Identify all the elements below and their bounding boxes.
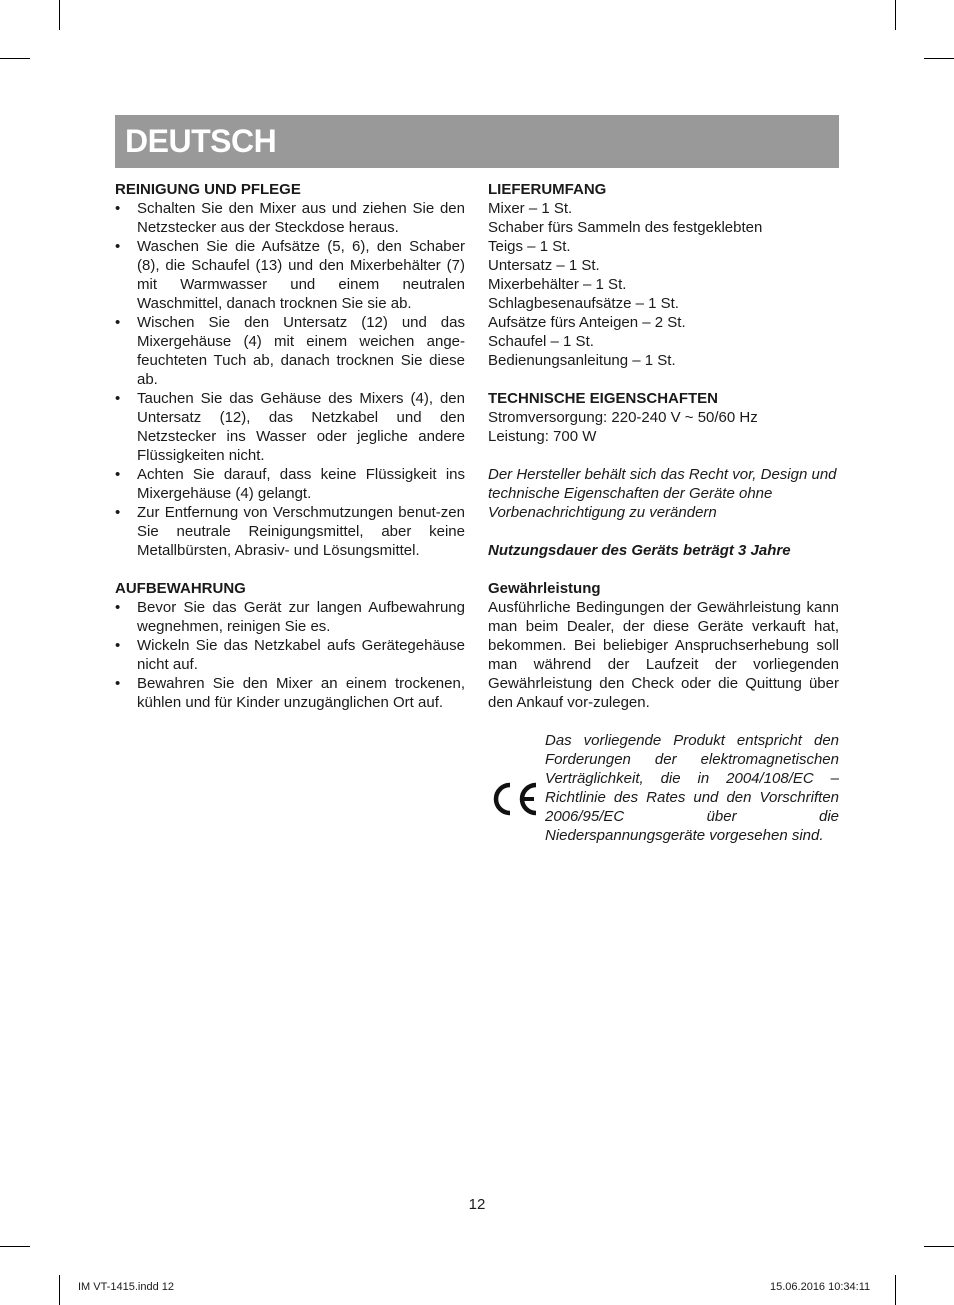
list-item: • Zur Entfernung von Verschmutzungen benut-zen Sie neutrale Reinigungsmittel, aber keine Metallbürsten, Abrasiv- und Lösungsmittel. <box>115 503 465 560</box>
list-item: • Bevor Sie das Gerät zur langen Aufbewahrung wegnehmen, reinigen Sie es. <box>115 598 465 636</box>
cleaning-heading: REINIGUNG UND PFLEGE <box>115 181 301 198</box>
storage-heading: AUFBEWAHRUNG <box>115 580 246 597</box>
warranty-heading: Gewährleistung <box>488 580 601 597</box>
left-column <box>115 180 465 712</box>
delivery-heading: LIEFERUMFANG <box>488 181 607 198</box>
page-number: 12 <box>468 1196 486 1213</box>
list-item: • Achten Sie darauf, dass keine Flüssigkeit ins Mixergehäuse (4) gelangt. <box>115 465 465 503</box>
crop-mark <box>59 0 60 30</box>
language-banner <box>115 115 839 168</box>
delivery-line: Teigs – 1 St. <box>488 238 571 255</box>
delivery-line: Schaber fürs Sammeln des festgeklebten <box>488 219 763 236</box>
delivery-line: Aufsätze fürs Anteigen – 2 St. <box>488 314 686 331</box>
ce-conformity-block <box>488 731 839 864</box>
crop-mark <box>924 1246 954 1247</box>
warranty-text: Ausführliche Bedingungen der Gewährleistung kann man beim Dealer, der diese Geräte verkauft hat, bekommen. Bei beliebiger Anspruchserhebung soll man während der Laufzeit der vorliegenden Gewährleistung den Check oder die Quittung über den Ankauf vor-zulegen. <box>488 599 839 711</box>
delivery-line: Bedienungsanleitung – 1 St. <box>488 352 676 369</box>
delivery-line: Mixerbehälter – 1 St. <box>488 276 627 293</box>
page-title: DEUTSCH <box>125 123 277 159</box>
list-item: • Tauchen Sie das Gehäuse des Mixers (4), den Untersatz (12), das Netzkabel und den Netzstecker ins Wasser oder jegliche andere Flüssigkeiten nicht. <box>115 389 465 465</box>
crop-mark <box>924 58 954 59</box>
footer-datetime: 15.06.2016 10:34:11 <box>770 1281 871 1293</box>
cleaning-list <box>115 199 465 560</box>
power-supply-spec: Stromversorgung: 220-240 V ~ 50/60 Hz <box>488 409 758 426</box>
ce-mark-icon <box>488 779 540 819</box>
delivery-line: Untersatz – 1 St. <box>488 257 600 274</box>
storage-list <box>115 598 465 712</box>
list-item: • Bewahren Sie den Mixer an einem trockenen, kühlen und für Kinder unzugänglichen Ort auf. <box>115 674 465 712</box>
crop-mark <box>895 1275 896 1305</box>
delivery-line: Schaufel – 1 St. <box>488 333 594 350</box>
power-spec: Leistung: 700 W <box>488 428 597 445</box>
list-item: • Schalten Sie den Mixer aus und ziehen Sie den Netzstecker aus der Steckdose heraus. <box>115 199 465 237</box>
delivery-line: Schlagbesenaufsätze – 1 St. <box>488 295 679 312</box>
list-item: • Waschen Sie die Aufsätze (5, 6), den Schaber (8), die Schaufel (13) und den Mixerbehälter (7) mit Warmwasser und einem neutralen Waschmittel, danach trocknen Sie sie ab. <box>115 237 465 313</box>
right-column <box>488 180 839 864</box>
list-item: • Wischen Sie den Untersatz (12) und das Mixergehäuse (4) mit einem weichen ange-feuchteten Tuch ab, danach trocknen Sie diese ab. <box>115 313 465 389</box>
delivery-line: Mixer – 1 St. <box>488 200 573 217</box>
crop-mark <box>895 0 896 30</box>
crop-mark <box>59 1275 60 1305</box>
list-item: • Wickeln Sie das Netzkabel aufs Gerätegehäuse nicht auf. <box>115 636 465 674</box>
manufacturer-note: Der Hersteller behält sich das Recht vor, Design und technische Eigenschaften der Geräte ohne Vorbenachrichtigung zu verändern <box>488 466 837 521</box>
ce-conformity-text: Das vorliegende Produkt entspricht den Forderungen der elektromagnetischen Verträglichkeit, die in 2004/108/EC – Richtlinie des Rates und den Vorschriften 2006/95/EC über die Niederspannungsgeräte vorgesehen sind. <box>545 732 839 844</box>
service-life-note: Nutzungsdauer des Geräts beträgt 3 Jahre <box>488 542 791 559</box>
crop-mark <box>0 58 30 59</box>
specs-heading: TECHNISCHE EIGENSCHAFTEN <box>488 390 719 407</box>
crop-mark <box>0 1246 30 1247</box>
footer-file-info: IM VT-1415.indd 12 <box>78 1281 175 1293</box>
